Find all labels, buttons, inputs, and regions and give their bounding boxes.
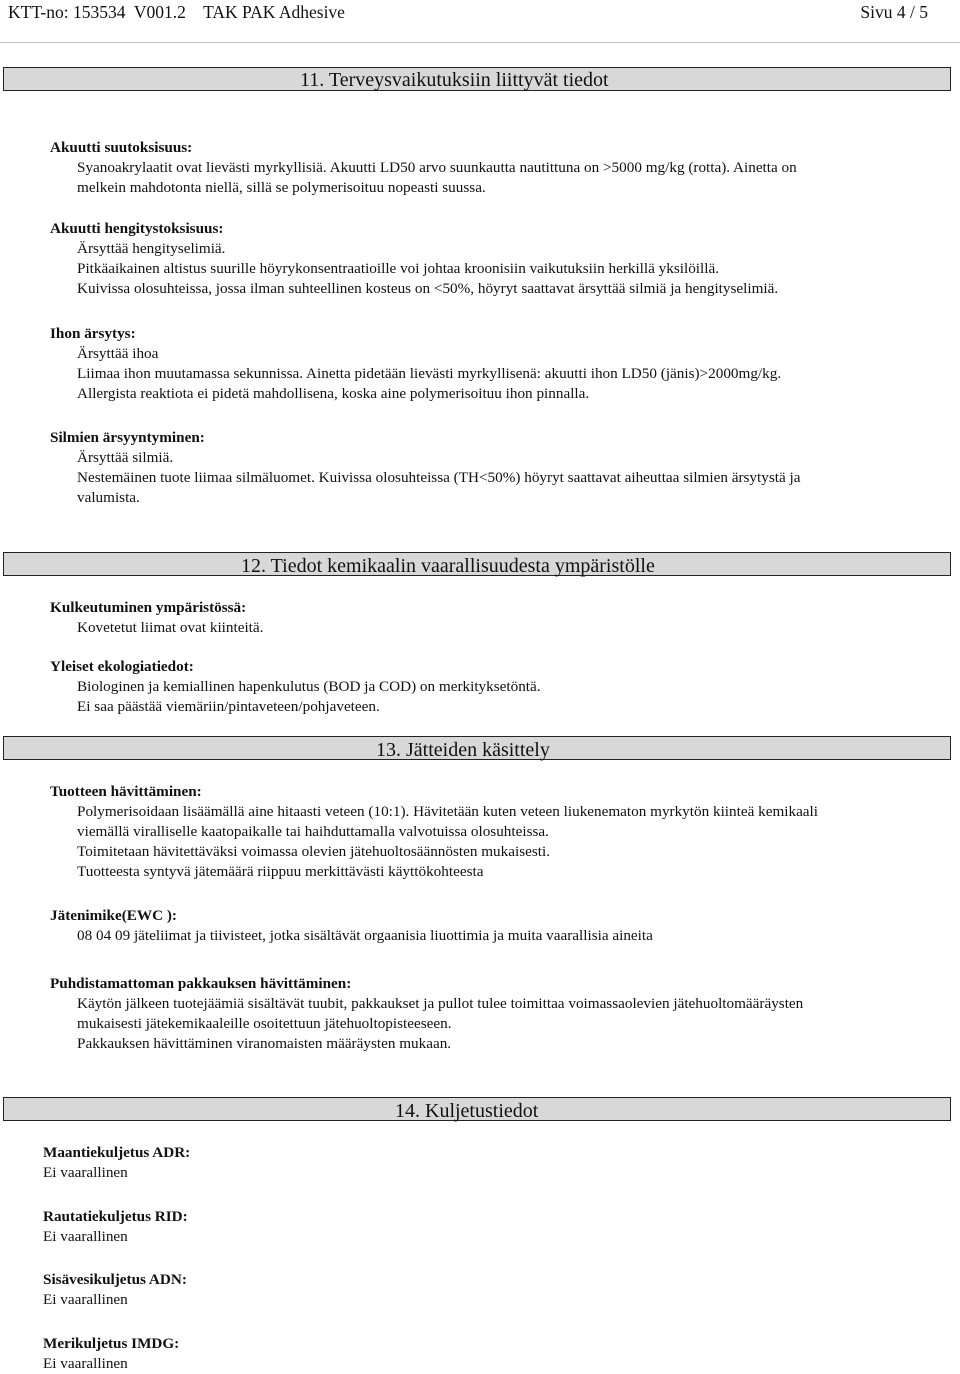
product-disposal-label: Tuotteen hävittäminen: [50, 783, 202, 800]
page-number: Sivu 4 / 5 [860, 2, 928, 22]
adr-label: Maantiekuljetus ADR: [43, 1144, 191, 1161]
packaging-disposal [50, 974, 803, 1054]
text-line: Käytön jälkeen tuotejäämiä sisältävät tuubit, pakkaukset ja pullot tulee toimittaa voimassaolevien jätehuoltomääräysten [77, 995, 804, 1012]
page-header [8, 0, 928, 24]
text-line: Pakkauksen hävittäminen viranomaisten määräysten mukaan. [77, 1035, 452, 1052]
document-id: KTT-no: 153534 V001.2 TAK PAK Adhesive [8, 2, 345, 22]
imdg-label: Merikuljetus IMDG: [43, 1335, 180, 1352]
text-line: 08 04 09 jäteliimat ja tiivisteet, jotka sisältävät orgaanisia liuottimia ja muita vaarallisia aineita [77, 927, 653, 944]
section-12-header [3, 552, 951, 576]
acute-inhalation-label: Akuutti hengitystoksisuus: [50, 220, 224, 237]
text-line: Nestemäinen tuote liimaa silmäluomet. Kuivissa olosuhteissa (TH<50%) höyryt saattavat aiheuttaa silmien ärsytystä ja [77, 469, 801, 486]
adr-value: Ei vaarallinen [43, 1164, 128, 1181]
eye-irritation [50, 428, 800, 508]
skin-irritation [50, 324, 781, 404]
text-line: Tuotteesta syntyvä jätemäärä riippuu merkittävästi käyttökohteesta [77, 863, 484, 880]
general-ecology [50, 657, 541, 717]
transport-imdg [43, 1334, 179, 1374]
text-line: Ärsyttää ihoa [77, 345, 159, 362]
transport-adr [43, 1143, 190, 1183]
product-disposal [50, 782, 818, 882]
text-line: Liimaa ihon muutamassa sekunnissa. Ainetta pidetään lievästi myrkyllisenä: akuutti ihon LD50 (jänis)>2000mg/kg. [77, 365, 782, 382]
rid-label: Rautatiekuljetus RID: [43, 1208, 188, 1225]
transport-adn [43, 1270, 187, 1310]
adn-label: Sisävesikuljetus ADN: [43, 1271, 187, 1288]
section-12-title: 12. Tiedot kemikaalin vaarallisuudesta ympäristölle [241, 555, 655, 577]
acute-inhalation-toxicity [50, 219, 778, 299]
text-line: Allergista reaktiota ei pidetä mahdollisena, koska aine polymerisoituu ihon pinnalla. [77, 385, 590, 402]
acute-oral-label: Akuutti suutoksisuus: [50, 139, 193, 156]
header-divider [0, 42, 960, 43]
section-13-header [3, 736, 951, 760]
text-line: viemällä viralliselle kaatopaikalle tai haihduttamalla valvotuissa olosuhteissa. [77, 823, 549, 840]
acute-oral-toxicity [50, 138, 797, 198]
text-line: Pitkäaikainen altistus suurille höyrykonsentraatioille voi johtaa kroonisiin vaikutuksiin herkillä yksilöillä. [77, 260, 719, 277]
section-13-title: 13. Jätteiden käsittely [376, 739, 550, 761]
text-line: Toimitetaan hävitettäväksi voimassa olevien jätehuoltosäännösten mukaisesti. [77, 843, 551, 860]
text-line: Ei saa päästää viemäriin/pintaveteen/pohjaveteen. [77, 698, 380, 715]
imdg-value: Ei vaarallinen [43, 1355, 128, 1372]
section-14-header [3, 1097, 951, 1121]
rid-value: Ei vaarallinen [43, 1228, 128, 1245]
environmental-mobility [50, 598, 263, 638]
text-line: Kovetetut liimat ovat kiinteitä. [77, 619, 264, 636]
ecology-label: Yleiset ekologiatiedot: [50, 658, 194, 675]
text-line: Biologinen ja kemiallinen hapenkulutus (BOD ja COD) on merkityksetöntä. [77, 678, 541, 695]
text-line: Syanoakrylaatit ovat lievästi myrkyllisiä. Akuutti LD50 arvo suunkautta nautittuna on >5000 mg/kg (rotta). Ainetta on [77, 159, 797, 176]
section-11-header [3, 67, 951, 91]
section-14-title: 14. Kuljetustiedot [395, 1100, 539, 1122]
text-line: Ärsyttää silmiä. [77, 449, 174, 466]
transport-rid [43, 1207, 188, 1247]
eye-irritation-label: Silmien ärsyyntyminen: [50, 429, 205, 446]
text-line: mukaisesti jätekemikaaleille osoitettuun jätehuoltopisteeseen. [77, 1015, 452, 1032]
ewc-label: Jätenimike(EWC ): [50, 907, 177, 924]
waste-code-ewc [50, 906, 653, 946]
text-line: Polymerisoidaan lisäämällä aine hitaasti veteen (10:1). Hävitetään kuten veteen liukenematon myrkytön kiinteä kemikaali [77, 803, 818, 820]
text-line: Ärsyttää hengityselimiä. [77, 240, 226, 257]
text-line: Kuivissa olosuhteissa, jossa ilman suhteellinen kosteus on <50%, höyryt saattavat ärsyttää silmiä ja hengityselimiä. [77, 280, 779, 297]
text-line: valumista. [77, 489, 140, 506]
mobility-label: Kulkeutuminen ympäristössä: [50, 599, 247, 616]
section-11-title: 11. Terveysvaikutuksiin liittyvät tiedot [300, 69, 609, 91]
packaging-disposal-label: Puhdistamattoman pakkauksen hävittäminen: [50, 975, 352, 992]
adn-value: Ei vaarallinen [43, 1291, 128, 1308]
text-line: melkein mahdotonta niellä, sillä se polymerisoituu nopeasti suussa. [77, 179, 486, 196]
skin-irritation-label: Ihon ärsytys: [50, 325, 136, 342]
